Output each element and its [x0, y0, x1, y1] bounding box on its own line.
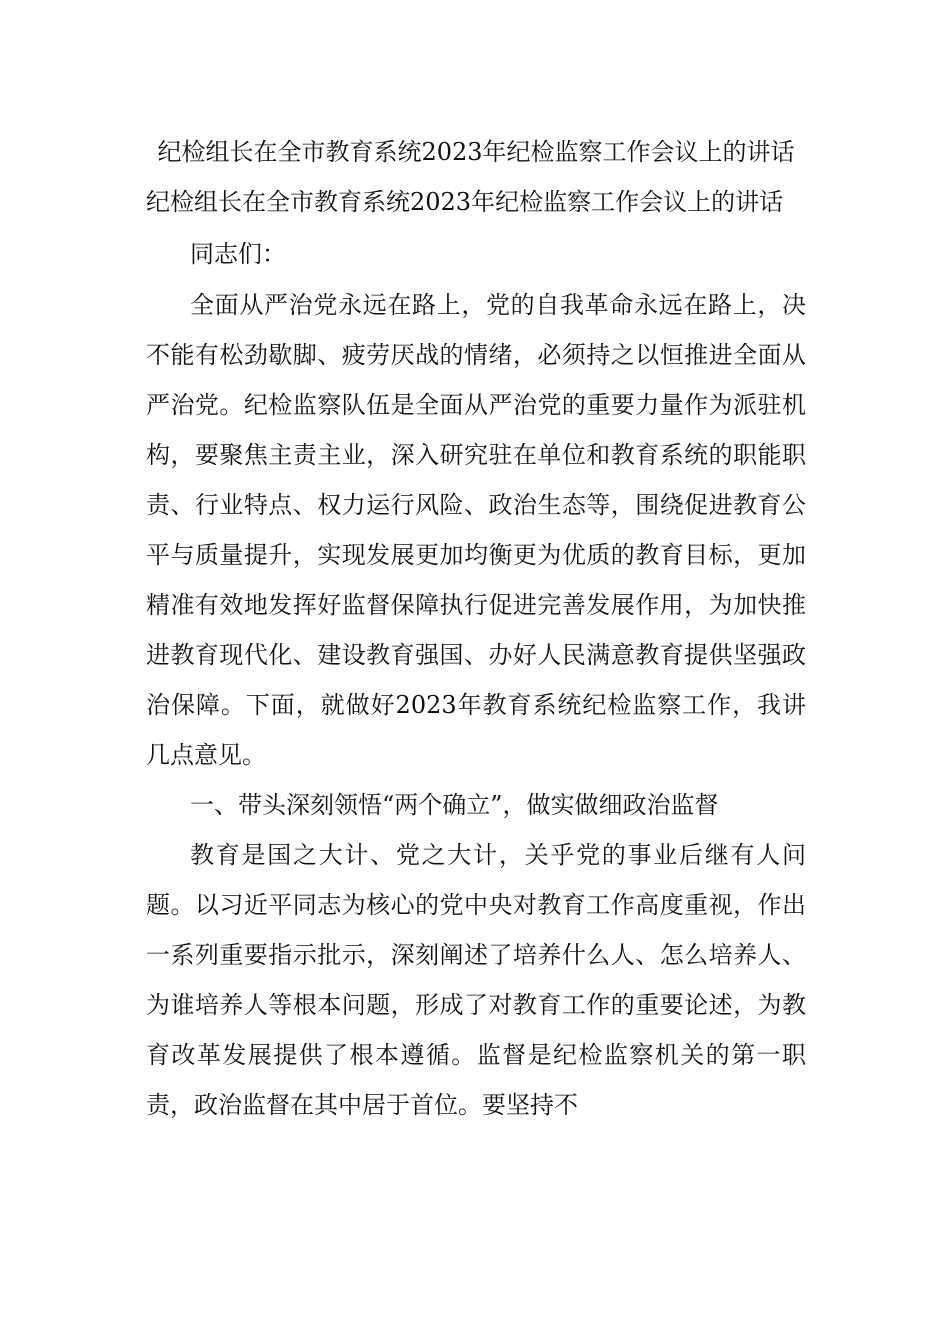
document-page	[146, 128, 806, 1130]
paragraph-1: 全面从严治党永远在路上，党的自我革命永远在路上，决不能有松劲歇脚、疲劳厌战的情绪，必须持之以恒推进全面从严治党。纪检监察队伍是全面从严治党的重要力量作为派驻机构，要聚焦主责主业，深入研究驻在单位和教育系统的职能职责、行业特点、权力运行风险、政治生态等，围绕促进教育公平与质量提升，实现发展更加均衡更为优质的教育目标，更加精准有效地发挥好监督保障执行促进完善发展作用，为加快推进教育现代化、建设教育强国、办好人民满意教育提供坚强政治保障。下面，就做好2023年教育系统纪检监察工作，我讲几点意见。	[146, 291, 806, 769]
greeting: 同志们：	[190, 240, 286, 268]
document-subtitle: 纪检组长在全市教育系统2023年纪检监察工作会议上的讲话	[146, 188, 784, 216]
paragraph-2: 教育是国之大计、党之大计，关乎党的事业后继有人问题。以习近平同志为核心的党中央对教育工作高度重视，作出一系列重要指示批示，深刻阐述了培养什么人、怎么培养人、为谁培养人等根本问题，形成了对教育工作的重要论述，为教育改革发展提供了根本遵循。监督是纪检监察机关的第一职责，政治监督在其中居于首位。要坚持不	[146, 841, 806, 1119]
section-heading-1: 一、带头深刻领悟“两个确立”，做实做细政治监督	[190, 791, 719, 819]
document-title: 纪检组长在全市教育系统2023年纪检监察工作会议上的讲话	[157, 138, 795, 166]
